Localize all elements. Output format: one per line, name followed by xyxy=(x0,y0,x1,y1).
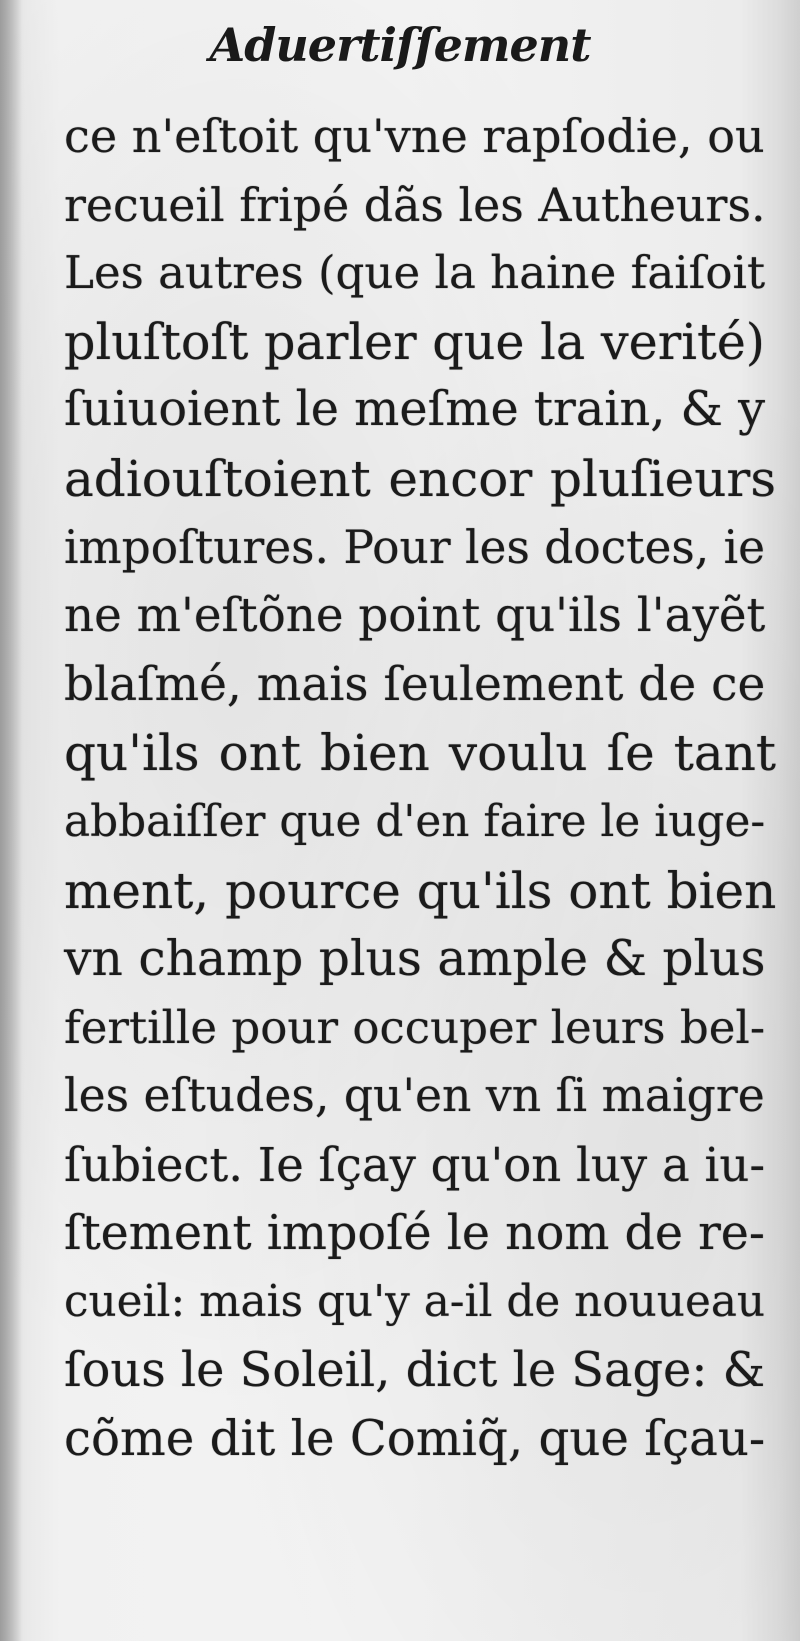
text-line-1: ce n'eſtoit qu'vne rapſodie, ou xyxy=(64,109,765,163)
text-line-5: ſuiuoient le meſme train, & y xyxy=(64,382,766,438)
text-line-6: adiouſtoient encor pluſieurs xyxy=(64,449,776,508)
text-line-19: ſous le Soleil, dict le Sage: & xyxy=(64,1342,766,1398)
text-line-15: les eſtudes, qu'en vn ſi maigre xyxy=(64,1069,765,1123)
text-line-2: recueil fripé dãs les Autheurs. xyxy=(64,177,766,232)
text-line-10: qu'ils ont bien voulu ſe tant xyxy=(64,724,776,783)
text-line-11: abbaiſſer que d'en faire le iuge- xyxy=(64,795,766,847)
text-line-14: fertille pour occuper leurs bel- xyxy=(64,1000,766,1054)
text-line-8: ne m'eſtõne point qu'ils l'ayẽt xyxy=(64,589,766,644)
text-line-20: cõme dit le Comiq̃, que ſçau- xyxy=(64,1411,766,1468)
text-line-13: vn champ plus ample & plus xyxy=(64,931,766,988)
text-line-9: blaſmé, mais ſeulement de ce xyxy=(64,656,766,712)
body-text xyxy=(64,102,776,1474)
running-head: Aduertiſſement xyxy=(209,18,591,72)
gutter-shadow xyxy=(0,0,22,1641)
text-line-3: Les autres (que la haine faiſoit xyxy=(64,246,766,300)
text-line-16: ſubiect. Ie ſçay qu'on luy a iu- xyxy=(64,1137,766,1192)
text-line-7: impoſtures. Pour les doctes, ie xyxy=(64,520,766,574)
text-line-17: ſtement impoſé le nom de re- xyxy=(64,1205,765,1261)
text-line-18: cueil: mais qu'y a-il de nouueau xyxy=(64,1276,766,1328)
text-line-12: ment, pource qu'ils ont bien xyxy=(64,861,777,920)
text-line-4: pluſtoſt parler que la verité) xyxy=(64,312,765,371)
